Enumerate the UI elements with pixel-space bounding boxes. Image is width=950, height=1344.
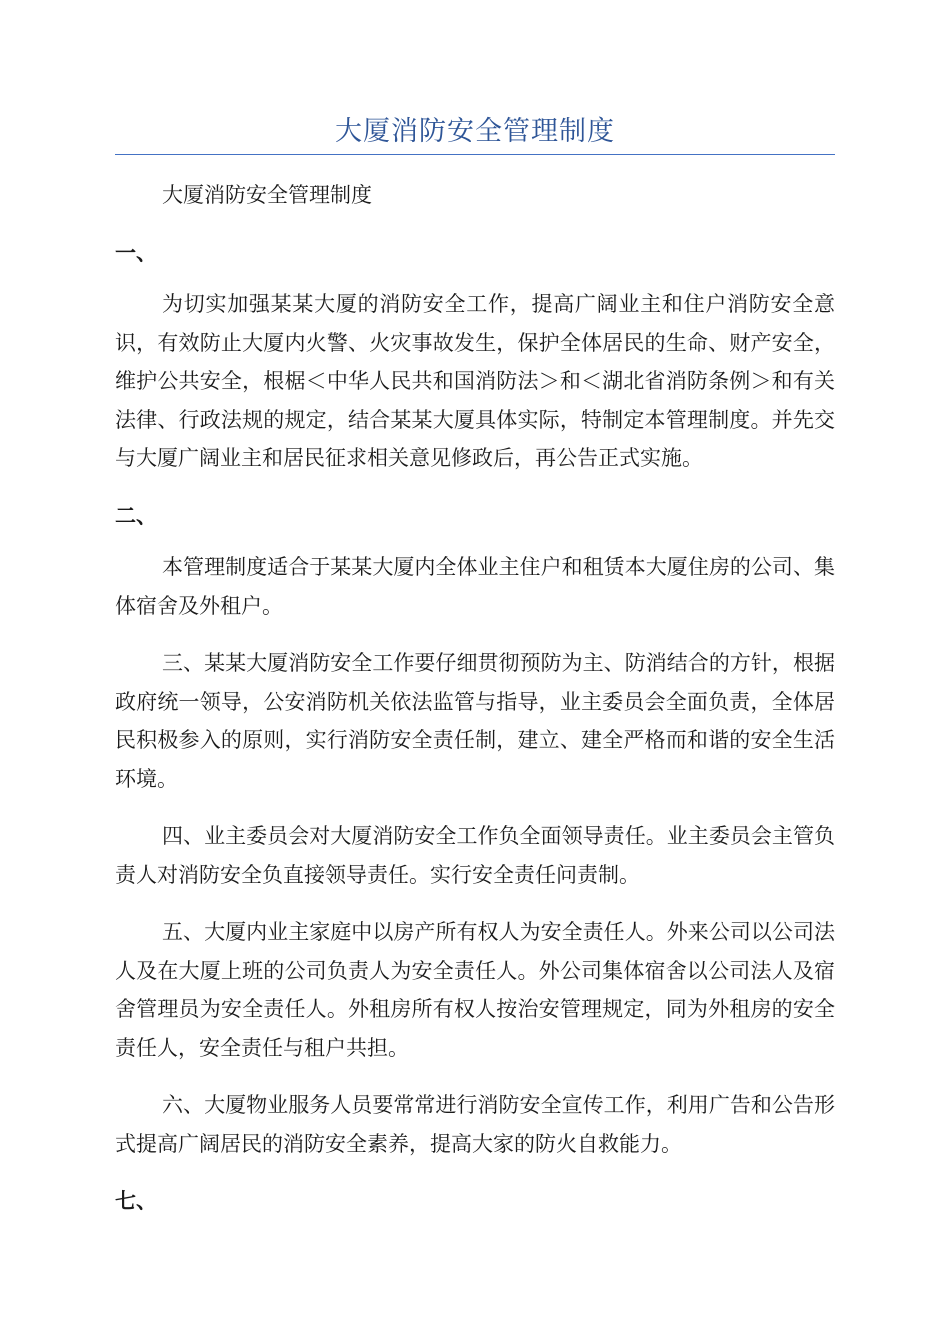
- paragraph-purpose: 为切实加强某某大厦的消防安全工作，提高广阔业主和住户消防安全意识，有效防止大厦内火警、火灾事故发生，保护全体居民的生命、财产安全，维护公共安全，根椐＜中华人民共和国消防法＞和＜湖北省消防条例＞和有关法律、行政法规的规定，结合某某大厦具体实际，特制定本管理制度。并先交与大厦广阔业主和居民征求相关意见修政后，再公告正式实施。: [115, 292, 835, 470]
- section-heading-7: 七、: [115, 1188, 157, 1213]
- paragraph-5: 五、大厦内业主家庭中以房产所有权人为安全责任人。外来公司以公司法人及在大厦上班的公司负责人为安全责任人。外公司集体宿舍以公司法人及宿舍管理员为安全责任人。外租房所有权人按治安管理规定，同为外租房的安全责任人，安全责任与租户共担。: [115, 920, 835, 1060]
- paragraph-3: 三、某某大厦消防安全工作要仔细贯彻预防为主、防消结合的方针，根据政府统一领导，公安消防机关依法监管与指导，业主委员会全面负责，全体居民积极参入的原则，实行消防安全责任制，建立、建全严格而和谐的安全生活环境。: [115, 651, 835, 791]
- section-heading-2: 二、: [115, 502, 157, 528]
- section-heading-1: 一、: [115, 239, 157, 265]
- paragraph-4: 四、业主委员会对大厦消防安全工作负全面领导责任。业主委员会主管负责人对消防安全负直接领导责任。实行安全责任问责制。: [115, 824, 835, 887]
- title-underline: [115, 154, 835, 155]
- paragraph-scope: 本管理制度适合于某某大厦内全体业主住户和租赁本大厦住房的公司、集体宿舍及外租户。: [115, 555, 835, 618]
- subtitle-paragraph: 大厦消防安全管理制度: [162, 183, 372, 207]
- document-body: [115, 176, 835, 1234]
- document-title: 大厦消防安全管理制度: [335, 116, 615, 147]
- paragraph-6: 六、大厦物业服务人员要常常进行消防安全宣传工作，利用广告和公告形式提高广阔居民的消防安全素养，提高大家的防火自救能力。: [115, 1093, 835, 1156]
